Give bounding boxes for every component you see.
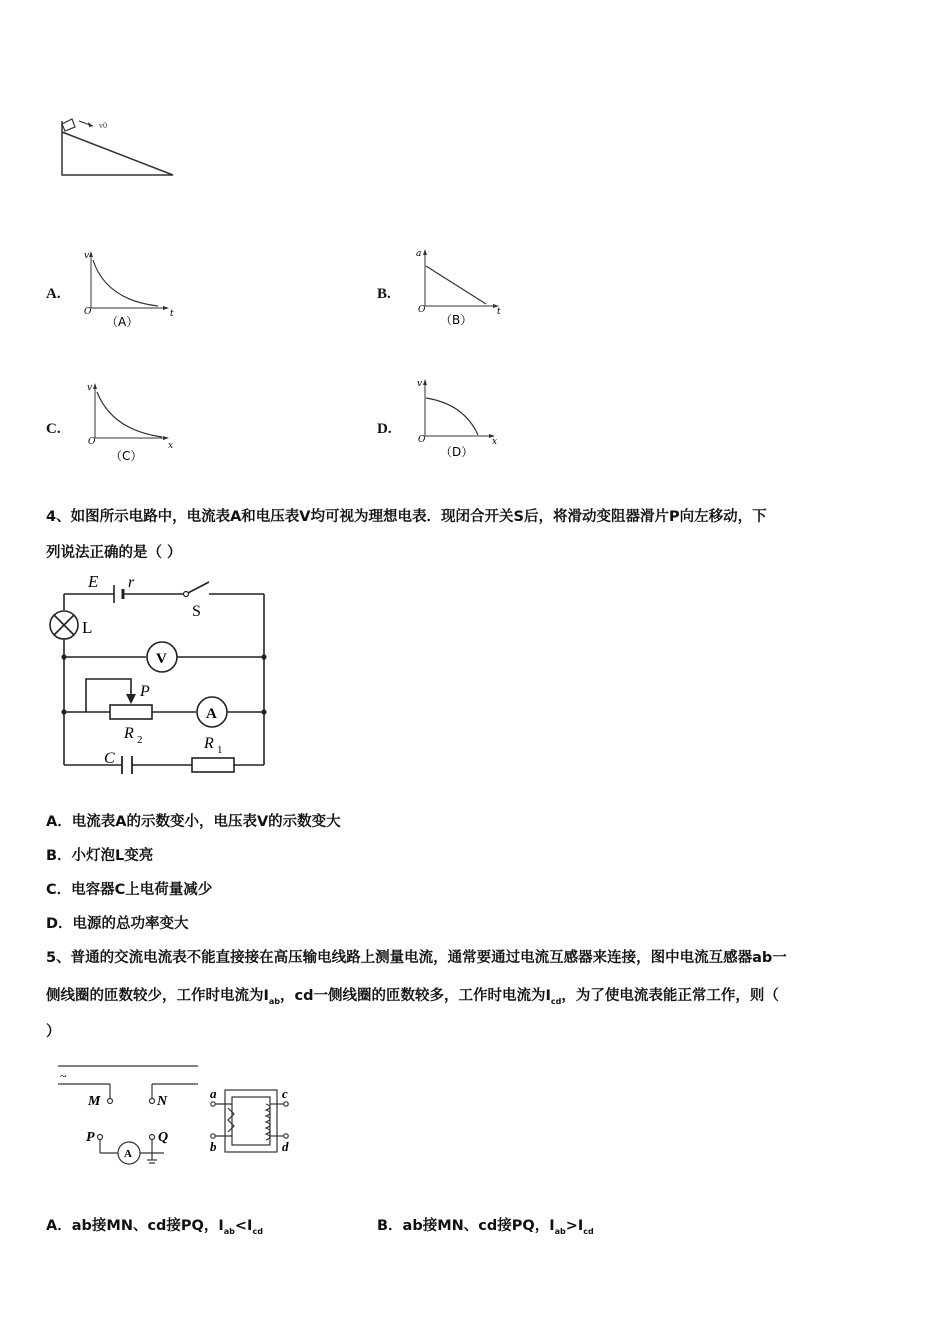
q4-line2: 列说法正确的是（ ） [46, 545, 182, 561]
graph-a [78, 248, 178, 330]
label-c: c [282, 1086, 288, 1101]
label-d: d [282, 1139, 289, 1154]
q5-line2: 侧线圈的匝数较少，工作时电流为$I_{ab}$，cd一侧线圈的匝数较多，工作时电流为$I_{cd}$，为了使电流表能正常工作，则（ [46, 988, 779, 1006]
label-r1: R [204, 735, 214, 752]
q4-line1: 4、如图所示电路中，电流表A和电压表V均可视为理想电表．现闭合开关S后，将滑动变阻器滑片P向左移动，下 [46, 509, 767, 525]
origin-label: O [88, 437, 96, 447]
graph-d [412, 376, 512, 462]
y-label: v [417, 379, 423, 389]
option-a-letter: A. [46, 286, 61, 302]
slider-arrow [126, 694, 136, 704]
curve-a [93, 260, 158, 306]
q5-line3: ） [46, 1024, 61, 1040]
q5-option-b: B．ab接MN、cd接PQ，$I_{ab}>I_{cd}$ [377, 1218, 594, 1236]
block-shape [62, 119, 75, 131]
ammeter-label: A [124, 1148, 132, 1160]
option-b-letter: B. [377, 286, 391, 302]
y-label: v [84, 251, 90, 261]
resistor-r1-symbol [192, 758, 234, 772]
q5-option-a: A．ab接MN、cd接PQ，$I_{ab}<I_{cd}$ [46, 1218, 263, 1236]
switch-pivot [184, 592, 189, 597]
rheostat-symbol [110, 705, 152, 719]
label-p: P [86, 1130, 95, 1145]
label-r2: R [124, 725, 134, 742]
graph-b [412, 246, 512, 328]
option-d-letter: D. [377, 421, 392, 437]
label-r1-sub: 1 [217, 744, 223, 756]
label-r: r [128, 574, 135, 591]
option-c-letter: C. [46, 421, 61, 437]
circuit-q4 [44, 572, 284, 778]
label-a: a [210, 1086, 217, 1101]
label-n: N [157, 1094, 168, 1109]
curve-c [97, 392, 162, 437]
x-label: t [497, 307, 501, 317]
caption: （C） [110, 449, 143, 463]
label-l: L [82, 618, 93, 637]
y-label: v [87, 383, 93, 393]
y-label: a [416, 249, 422, 259]
origin-label: O [418, 305, 426, 315]
primary-coil [228, 1108, 234, 1132]
line-b [426, 266, 486, 304]
origin-label: O [418, 435, 426, 445]
incline-figure [55, 112, 185, 182]
caption: （D） [440, 445, 474, 459]
caption: （A） [106, 315, 139, 329]
transformer-figure [52, 1060, 292, 1172]
q5-line1: 5、普通的交流电流表不能直接接在高压输电线路上测量电流，通常要通过电流互感器来连接，图中电流互感器ab一 [46, 950, 787, 966]
x-label: x [168, 441, 174, 451]
label-b: b [210, 1139, 217, 1154]
v0-label: v0 [99, 121, 107, 130]
graph-c [82, 380, 182, 466]
caption: （B） [440, 313, 473, 327]
secondary-coil [266, 1104, 270, 1140]
q4-option-c: C．电容器C上电荷量减少 [46, 882, 213, 898]
label-c: C [104, 750, 115, 767]
ammeter-label: A [206, 706, 217, 722]
ac-symbol: ~ [60, 1069, 67, 1083]
label-r2-sub: 2 [137, 734, 143, 746]
x-label: x [492, 437, 498, 447]
curve-d [426, 398, 478, 435]
label-q: Q [158, 1130, 169, 1145]
origin-label: O [84, 307, 92, 317]
label-e: E [88, 572, 99, 591]
voltmeter-label: V [156, 651, 167, 667]
q4-option-b: B．小灯泡L变亮 [46, 848, 154, 864]
x-label: t [170, 309, 174, 319]
label-p: P [140, 683, 150, 700]
label-m: M [88, 1094, 101, 1109]
label-s: S [192, 603, 201, 620]
q4-option-d: D．电源的总功率变大 [46, 916, 189, 932]
q4-option-a: A．电流表A的示数变小，电压表V的示数变大 [46, 814, 341, 830]
